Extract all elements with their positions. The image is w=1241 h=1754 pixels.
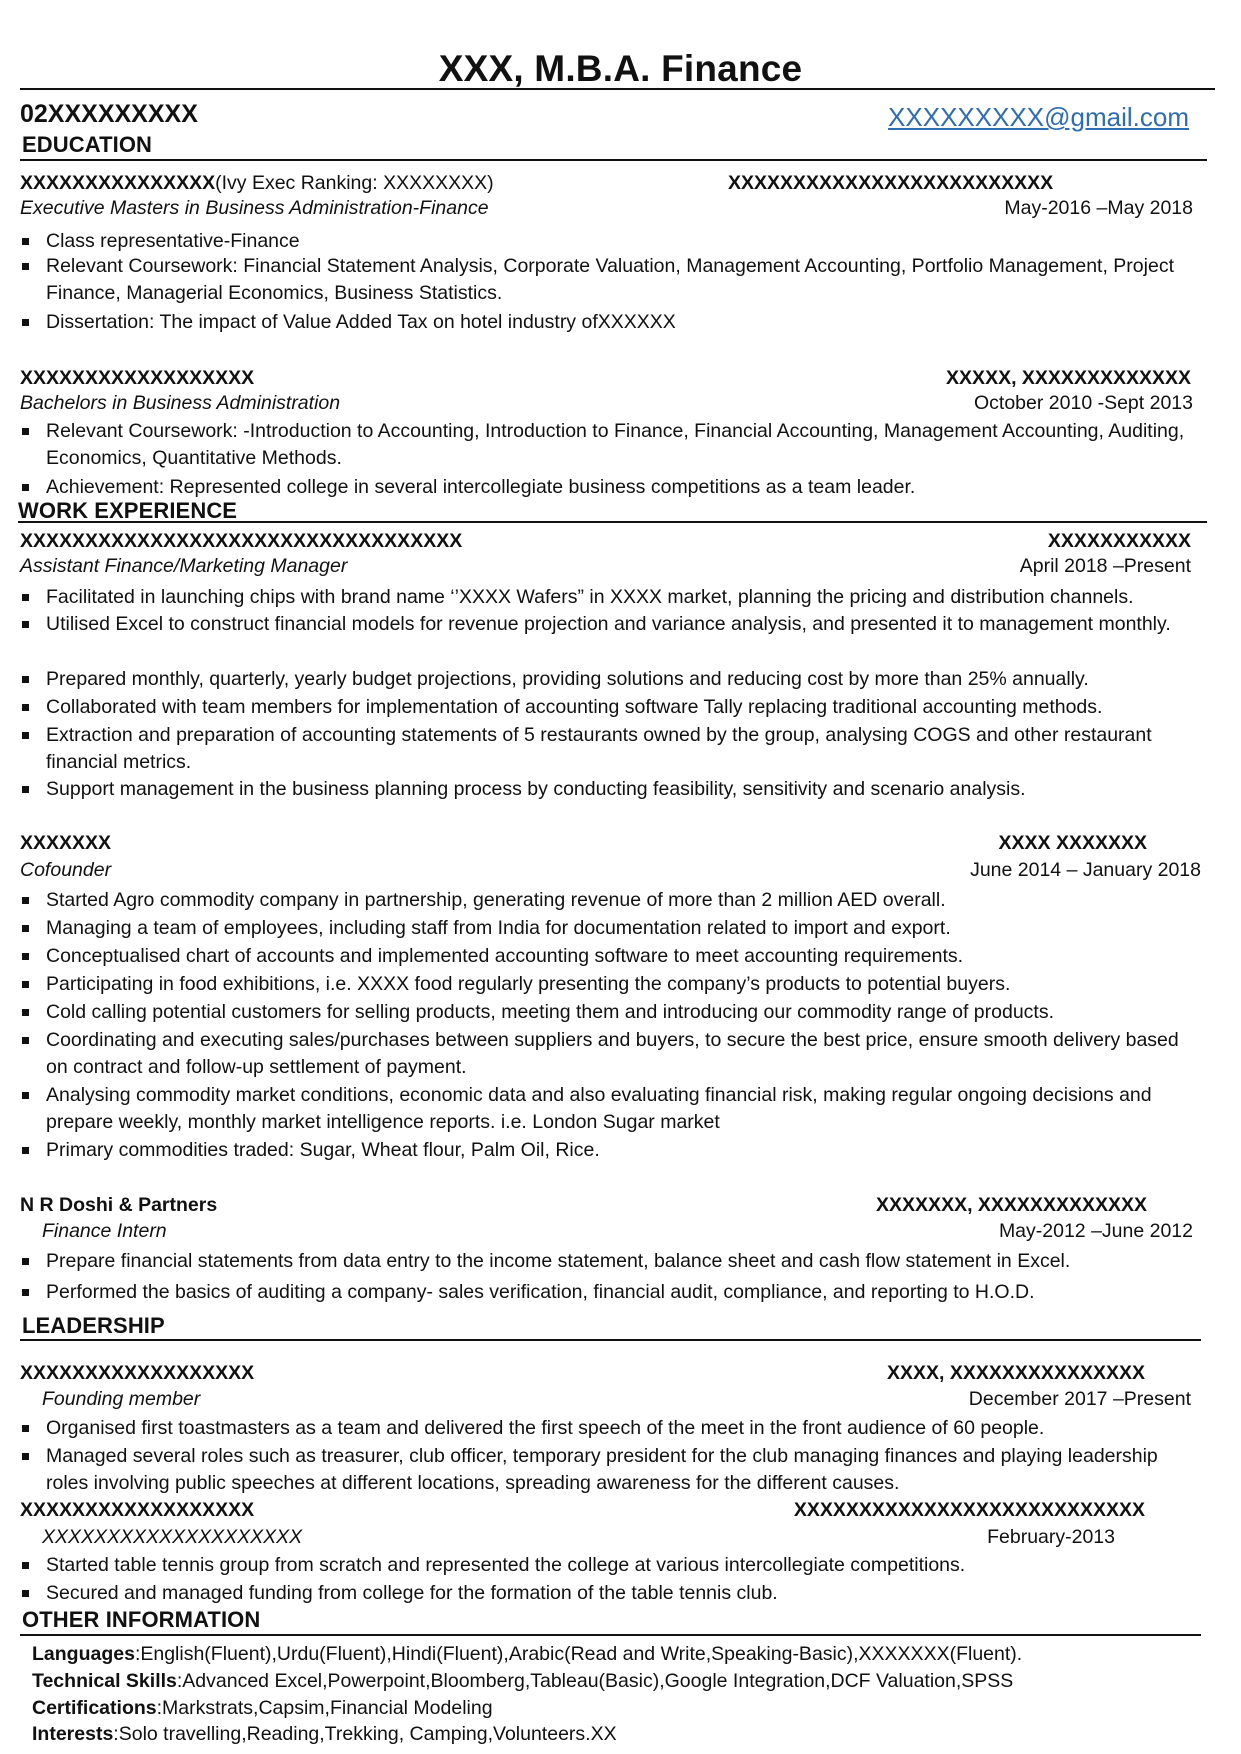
education-1-bullet: Class representative-Finance [20, 228, 1220, 255]
school-name: XXXXXXXXXXXXXXXXXX [20, 367, 255, 389]
role-title: XXXXXXXXXXXXXXXXXXXX [42, 1526, 303, 1548]
leadership-entry-2-title-row [20, 1524, 1201, 1550]
work-3-bullet: Prepare financial statements from data entry to the income statement, balance sheet and cash flow statement in Excel. [20, 1248, 1220, 1275]
section-heading-work: WORK EXPERIENCE [18, 498, 238, 523]
education-2-bullet: Achievement: Represented college in several intercollegiate business competitions as a team leader. [20, 474, 1220, 501]
degree-dates: May-2016 –May 2018 [1004, 197, 1193, 219]
work-2-bullet: Primary commodities traded: Sugar, Wheat flour, Palm Oil, Rice. [20, 1137, 1220, 1164]
technical-skills-line: Technical Skills:Advanced Excel,Powerpoint,Bloomberg,Tableau(Basic),Google Integration,DCF Valuation,SPSS [32, 1670, 1014, 1692]
leadership-2-bullet: Secured and managed funding from college for the formation of the table tennis club. [20, 1580, 1220, 1607]
work-entry-1-title-row [20, 553, 1201, 579]
work-2-bullet: Conceptualised chart of accounts and implemented accounting software to meet accounting requirements. [20, 943, 1220, 970]
education-entry-2-header [20, 365, 1201, 391]
work-entry-2-header [20, 830, 1201, 856]
leadership-entry-2-header [20, 1497, 1201, 1523]
employer-name: XXXXXXX [20, 832, 112, 854]
role-title: Founding member [42, 1388, 201, 1410]
leadership-entry-1-header [20, 1360, 1201, 1386]
education-2-bullet: Relevant Coursework: -Introduction to Accounting, Introduction to Finance, Financial Accounting, Management Accounting, Auditing, Economics, Quantitative Methods. [20, 418, 1210, 472]
work-2-bullet: Coordinating and executing sales/purchases between suppliers and buyers, to secure the best price, ensure smooth delivery based on contract and follow-up settlement of payment. [20, 1027, 1200, 1081]
degree-title: Bachelors in Business Administration [20, 392, 341, 414]
work-1-bullet: Prepared monthly, quarterly, yearly budget projections, providing solutions and reducing cost by more than 25% annually. [20, 666, 1220, 693]
employer-location: XXXXXXX, XXXXXXXXXXXXX [876, 1194, 1147, 1216]
leadership-1-bullet: Managed several roles such as treasurer, club officer, temporary president for the club managing finances and playing leadership roles involving public speeches at different locations, spreading awareness for the different causes. [20, 1443, 1190, 1497]
education-entry-1-header [20, 170, 1201, 196]
education-1-bullet: Dissertation: The impact of Value Added Tax on hotel industry ofXXXXXX [20, 309, 1220, 336]
section-heading-other: OTHER INFORMATION [22, 1607, 261, 1632]
section-rule-other [20, 1634, 1201, 1636]
section-heading-education: EDUCATION [22, 132, 153, 157]
email-link[interactable]: XXXXXXXXX@gmail.com [888, 102, 1189, 132]
education-1-bullet: Relevant Coursework: Financial Statement Analysis, Corporate Valuation, Management Accounting, Portfolio Management, Project Finance, Managerial Economics, Business Statistics. [20, 253, 1200, 307]
candidate-name: XXX, M.B.A. Finance [438, 48, 803, 89]
work-1-bullet: Utilised Excel to construct financial models for revenue projection and variance analysis, and presented it to management monthly. [20, 611, 1200, 638]
leadership-2-bullet: Started table tennis group from scratch and represented the college at various intercollegiate competitions. [20, 1552, 1220, 1579]
organization-name: XXXXXXXXXXXXXXXXXX [20, 1362, 255, 1384]
section-rule-leadership [20, 1339, 1201, 1341]
school-location: XXXXX, XXXXXXXXXXXXX [946, 367, 1191, 389]
employer-location: XXXXXXXXXXX [1047, 530, 1191, 552]
job-dates: April 2018 –Present [1019, 555, 1191, 577]
role-dates: December 2017 –Present [968, 1388, 1191, 1410]
work-2-bullet: Analysing commodity market conditions, economic data and also evaluating financial risk, making regular ongoing decisions and prepare weekly, monthly market intelligence reports. i.e. London Sugar market [20, 1082, 1210, 1136]
organization-name: XXXXXXXXXXXXXXXXXX [20, 1499, 255, 1521]
work-2-bullet: Started Agro commodity company in partnership, generating revenue of more than 2 million AED overall. [20, 887, 1220, 914]
work-entry-2-title-row [20, 857, 1201, 883]
languages-line: Languages:English(Fluent),Urdu(Fluent),Hindi(Fluent),Arabic(Read and Write,Speaking-Basic),XXXXXXX(Fluent). [32, 1643, 1023, 1665]
degree-title: Executive Masters in Business Administration-Finance [20, 197, 489, 219]
section-heading-leadership: LEADERSHIP [22, 1313, 165, 1338]
job-title: Cofounder [20, 859, 112, 881]
section-rule-education [20, 159, 1207, 161]
work-3-bullet: Performed the basics of auditing a company- sales verification, financial audit, compliance, and reporting to H.O.D. [20, 1279, 1220, 1306]
job-dates: June 2014 – January 2018 [970, 859, 1201, 881]
job-title: Assistant Finance/Marketing Manager [20, 555, 348, 577]
leadership-entry-1-title-row [20, 1386, 1201, 1412]
work-2-bullet: Managing a team of employees, including staff from India for documentation related to import and export. [20, 915, 1220, 942]
phone-number: 02XXXXXXXXX [20, 100, 198, 128]
organization-location: XXXXXXXXXXXXXXXXXXXXXXXXXXX [793, 1499, 1145, 1521]
school-name: XXXXXXXXXXXXXXX [20, 172, 216, 194]
employer-name: N R Doshi & Partners [20, 1194, 218, 1216]
job-title: Finance Intern [42, 1220, 167, 1242]
education-entry-1-degree-row [20, 195, 1201, 221]
employer-location: XXXX XXXXXXX [998, 832, 1147, 854]
certifications-line: Certifications:Markstrats,Capsim,Financial Modeling [32, 1697, 493, 1719]
work-2-bullet: Cold calling potential customers for selling products, meeting them and introducing our commodity range of products. [20, 999, 1220, 1026]
work-entry-3-header [20, 1192, 1201, 1218]
interests-line: Interests:Solo travelling,Reading,Trekking, Camping,Volunteers.XX [32, 1723, 617, 1745]
employer-name: XXXXXXXXXXXXXXXXXXXXXXXXXXXXXXXXXX [20, 530, 463, 552]
header-rule [20, 88, 1215, 90]
section-rule-work [18, 521, 1207, 523]
work-2-bullet: Participating in food exhibitions, i.e. XXXX food regularly presenting the company’s products to potential buyers. [20, 971, 1220, 998]
organization-location: XXXX, XXXXXXXXXXXXXXX [887, 1362, 1145, 1384]
role-dates: February-2013 [987, 1526, 1115, 1548]
leadership-1-bullet: Organised first toastmasters as a team and delivered the first speech of the meet in the front audience of 60 people. [20, 1415, 1220, 1442]
work-entry-1-header [20, 528, 1201, 554]
work-1-bullet: Support management in the business planning process by conducting feasibility, sensitivity and scenario analysis. [20, 776, 1220, 803]
work-1-bullet: Extraction and preparation of accounting statements of 5 restaurants owned by the group, analysing COGS and other restaurant financial metrics. [20, 722, 1190, 776]
school-ranking: (Ivy Exec Ranking: XXXXXXXX) [215, 172, 494, 194]
education-entry-2-degree-row [20, 390, 1201, 416]
work-1-bullet: Collaborated with team members for implementation of accounting software Tally replacing traditional accounting methods. [20, 694, 1220, 721]
work-entry-3-title-row [20, 1218, 1201, 1244]
degree-dates: October 2010 -Sept 2013 [974, 392, 1193, 414]
job-dates: May-2012 –June 2012 [998, 1220, 1193, 1242]
school-location: XXXXXXXXXXXXXXXXXXXXXXXXX [728, 172, 1054, 194]
work-1-bullet: Facilitated in launching chips with brand name ‘’XXXX Wafers” in XXXX market, planning the pricing and distribution channels. [20, 584, 1220, 611]
